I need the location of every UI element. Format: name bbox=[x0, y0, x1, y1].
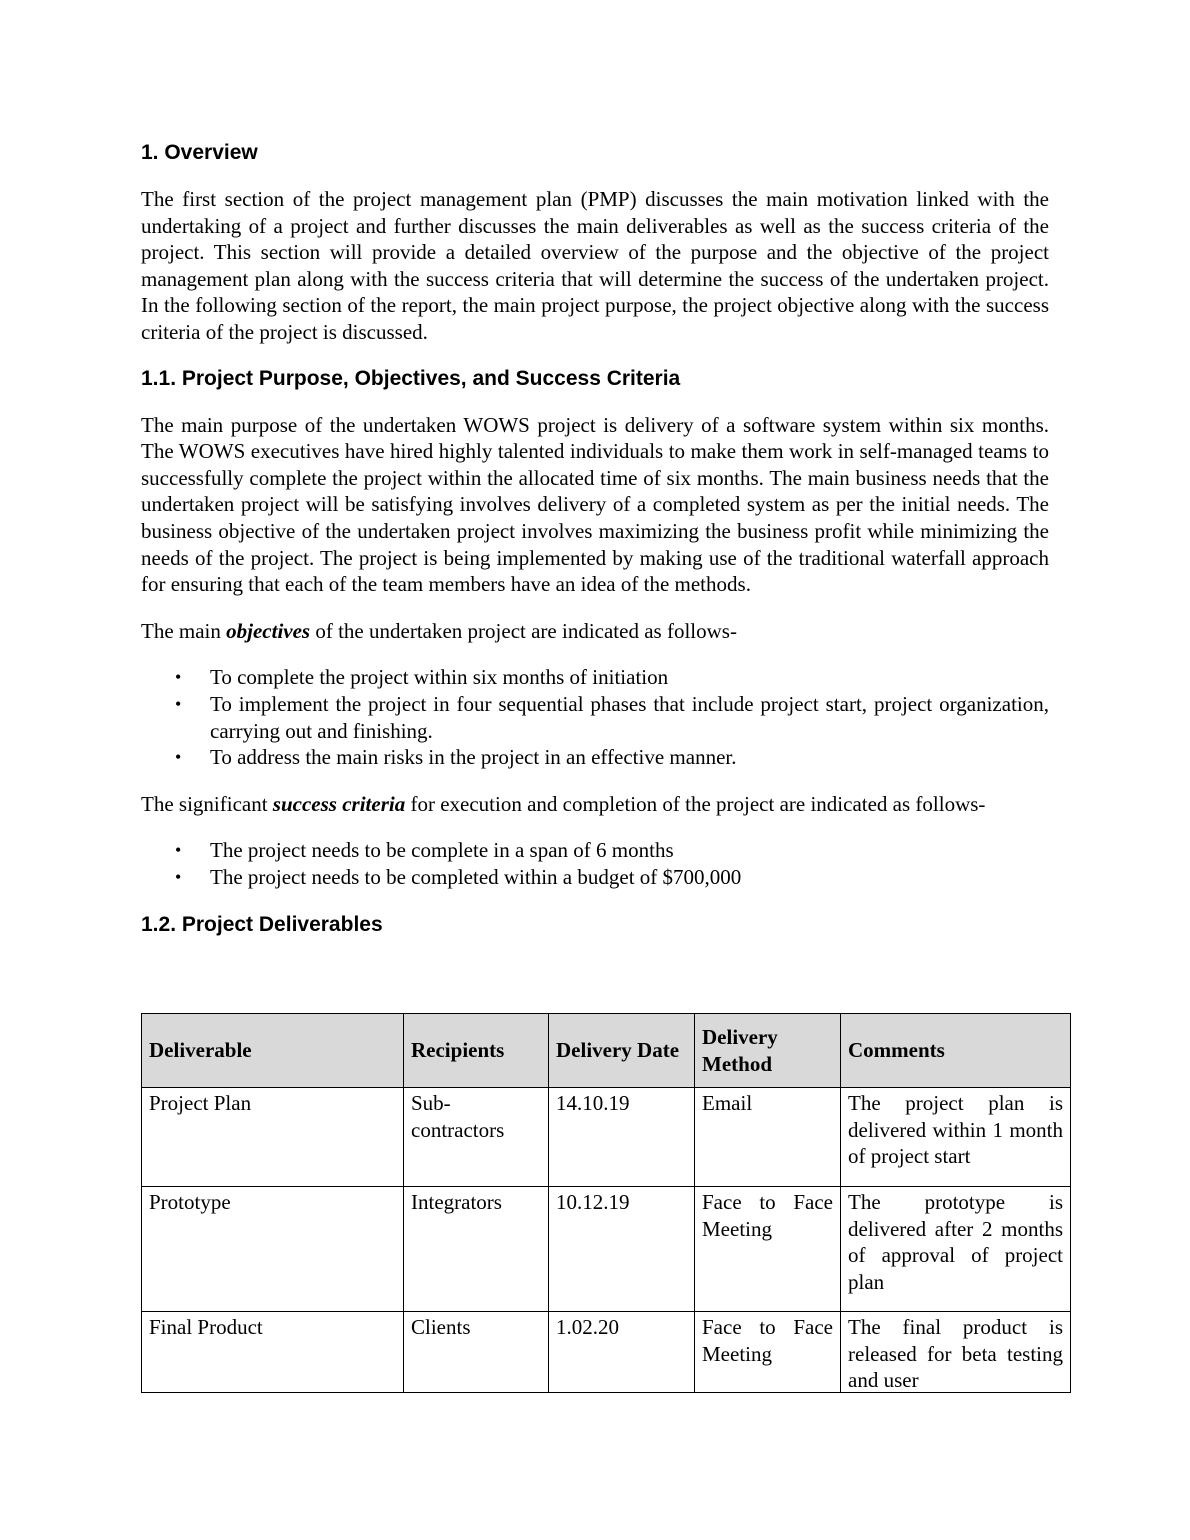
purpose-heading: 1.1. Project Purpose, Objectives, and Success Criteria bbox=[141, 366, 681, 390]
deliverables-heading: 1.2. Project Deliverables bbox=[141, 913, 383, 937]
overview-heading: 1. Overview bbox=[141, 141, 258, 164]
objectives-intro-before: The main bbox=[141, 618, 227, 643]
table-cell: Clients bbox=[404, 1312, 549, 1393]
table-cell: Integrators bbox=[404, 1187, 549, 1312]
table-cell: Face to Face Meeting bbox=[695, 1312, 841, 1393]
column-header: Comments bbox=[841, 1014, 1071, 1088]
list-item: • To address the main risks in the project in an effective manner. bbox=[175, 745, 737, 770]
table-cell: Email bbox=[695, 1088, 841, 1187]
deliverables-table bbox=[141, 1013, 1071, 1393]
bullet-icon: • bbox=[175, 693, 182, 714]
table-row bbox=[142, 1187, 1071, 1312]
purpose-paragraph: The main purpose of the undertaken WOWS project is delivery of a software system within six months. The WOWS executives have hired highly talented individuals to make them work in self-managed teams to successfully complete the project within the allocated time of six months. The main business needs that the undertaken project will be satisfying involves delivery of a completed system as per the initial needs. The business objective of the undertaken project involves maximizing the business profit while minimizing the needs of the project. The project is being implemented by making use of the traditional waterfall approach for ensuring that each of the team members have an idea of the methods. bbox=[141, 412, 1049, 597]
list-item: • The project needs to be complete in a span of 6 months bbox=[175, 838, 674, 863]
objectives-intro-after: of the undertaken project are indicated as follows- bbox=[310, 618, 737, 643]
criteria-intro-before: The significant bbox=[141, 791, 273, 816]
column-header: Delivery Date bbox=[549, 1014, 695, 1088]
overview-paragraph: The first section of the project management plan (PMP) discusses the main motivation linked with the undertaking of a project and further discusses the main deliverables as well as the success criteria of the project. This section will provide a detailed overview of the purpose and the objective of the project management plan along with the success criteria that will determine the success of the undertaken project. In the following section of the report, the main project purpose, the project objective along with the success criteria of the project is discussed. bbox=[141, 187, 1049, 344]
bullet-icon: • bbox=[175, 840, 182, 861]
objectives-intro bbox=[141, 618, 1049, 645]
table-cell: 14.10.19 bbox=[549, 1088, 695, 1187]
list-item: • To complete the project within six months of initiation bbox=[175, 665, 669, 690]
bullet-icon: • bbox=[175, 747, 182, 768]
table-cell: Face to Face Meeting bbox=[695, 1187, 841, 1312]
list-item: • The project needs to be completed within a budget of $700,000 bbox=[175, 864, 742, 889]
table-cell: 10.12.19 bbox=[549, 1187, 695, 1312]
document-page bbox=[141, 138, 1049, 958]
table-cell: The project plan is delivered within 1 month of project start bbox=[841, 1088, 1071, 1187]
table-row bbox=[142, 1088, 1071, 1187]
criteria-intro bbox=[141, 791, 1049, 818]
table-cell: Project Plan bbox=[142, 1088, 404, 1187]
criteria-intro-after: for execution and completion of the project are indicated as follows- bbox=[405, 791, 986, 816]
table-header-row bbox=[142, 1014, 1071, 1088]
table-cell: Sub-contractors bbox=[404, 1088, 549, 1187]
criteria-list bbox=[141, 837, 1049, 890]
table-cell: The final product is released for beta testing and user bbox=[841, 1312, 1071, 1393]
table-cell: 1.02.20 bbox=[549, 1312, 695, 1393]
column-header: Deliverable bbox=[142, 1014, 404, 1088]
list-item: • To implement the project in four sequential phases that include project start, project organization, carrying out and finishing. bbox=[175, 691, 1049, 743]
objectives-intro-emphasis: objectives bbox=[226, 618, 311, 643]
bullet-icon: • bbox=[175, 866, 182, 887]
objectives-list bbox=[141, 664, 1049, 770]
table-cell: Final Product bbox=[142, 1312, 404, 1393]
column-header: Recipients bbox=[404, 1014, 549, 1088]
table-row bbox=[142, 1312, 1071, 1393]
criteria-intro-emphasis: success criteria bbox=[272, 791, 406, 816]
table-cell: The prototype is delivered after 2 months of approval of project plan bbox=[841, 1187, 1071, 1312]
column-header: Delivery Method bbox=[695, 1014, 841, 1088]
bullet-icon: • bbox=[175, 667, 182, 688]
table-cell: Prototype bbox=[142, 1187, 404, 1312]
